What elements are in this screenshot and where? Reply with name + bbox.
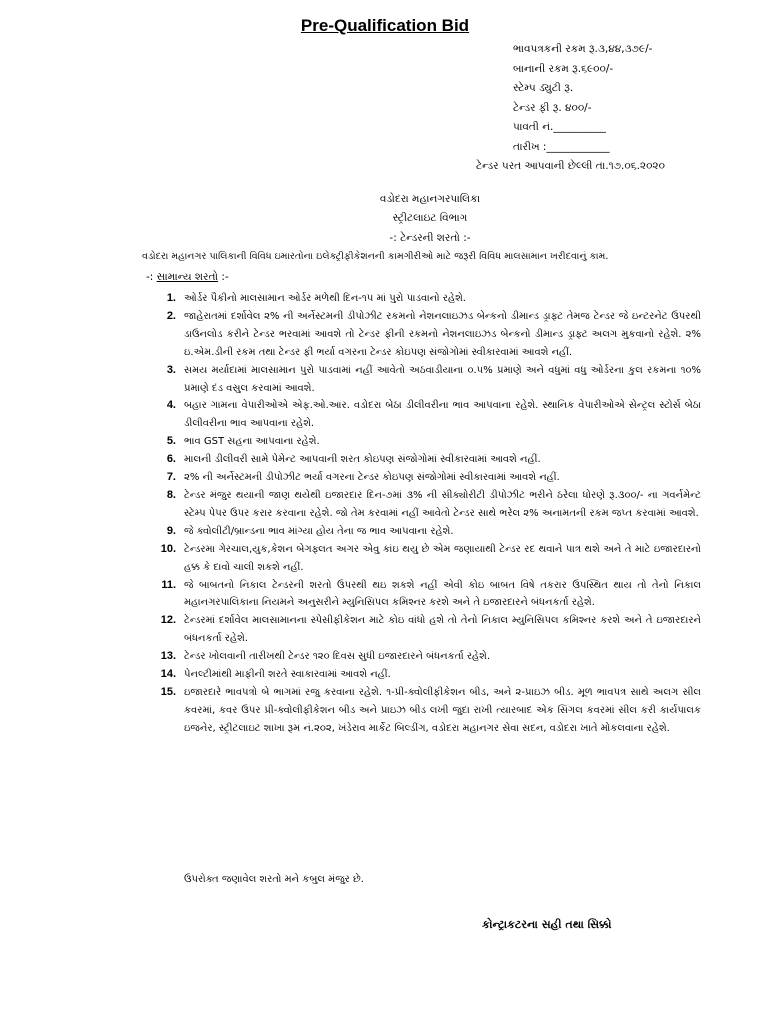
receipt-number: પાવતી નં.__________: [513, 121, 606, 134]
condition-item: [150, 433, 701, 451]
condition-text: ટેન્ડરમા ગેરચાલ,યુક,કેશન બેગફ્લત અગર એવુ કાંઇ થયુ છે એમ જણાયાથી ટેન્ડર રદ થવાને પાત્ર થશે અને તે માટે ઇજારદારનો હક્ક કે દાવો ચાલી શકશે નહીં.: [184, 543, 701, 573]
condition-item: [150, 648, 701, 666]
condition-item: [150, 684, 701, 738]
condition-item: [150, 523, 701, 541]
terms-heading: -: ટેન્ડરની શરતો :-: [389, 232, 471, 244]
receipt-date: તારીખ :____________: [513, 140, 610, 153]
general-conditions-heading: [146, 271, 229, 284]
condition-number: 11.: [161, 578, 176, 591]
condition-number: 2.: [166, 309, 176, 322]
earnest-money: બાનાની રકમ રૂ.૬૯૦૦/-: [513, 62, 614, 75]
conditions-list: [150, 290, 701, 738]
condition-number: 13.: [160, 650, 176, 663]
condition-text: ઇજારદારે ભાવપત્રો બે ભાગમાં રજુ કરવાના રહેશે. ૧-પ્રી-ક્વોલીફીકેશન બીડ, અને ૨-પ્રાઇઝ બીડ. મૂળ ભાવપત્ર સાથે અલગ સીલ કવરમાં, કવર ઉપર પ્રી-ક્વોલીફીકેશન બીડ અને પ્રાઇઝ બીડ લખી જુદા રાખી ત્યારબાદ એક સિંગલ કવરમાં સીલ કરી કાર્યપાલક ઇજનેર, સ્ટ્રીટલાઇટ શાખા રૂમ નં.૨૦૨, ખંડેરાવ માર્કેટ બિલ્ડીંગ, વડોદરા મહાનગર સેવા સદન, વડોદરા ખાતે મોકલવાના રહેશે.: [184, 686, 701, 734]
condition-number: 12.: [160, 614, 176, 627]
acceptance-statement: ઉપરોક્ત જણાવેલ શરતો મને કબુલ મંજુર છે.: [184, 874, 364, 885]
condition-text: માલની ડીલીવરી સામે પેમેન્ટ આપવાની શરત કોઇપણ સંજોગોમાં સ્વીકારવામાં આવશે નહીં.: [184, 454, 541, 466]
condition-item: [150, 451, 701, 469]
condition-number: 10.: [160, 542, 176, 555]
tender-fee: ટેન્ડર ફી રૂ. ૪૦૦/-: [513, 101, 592, 114]
condition-text: જે બાબતનો નિકાલ ટેન્ડરની શરતો ઉપરથી થઇ શકશે નહીં એવી કોઇ બાબત વિષે તકરાર ઉપસ્થિત થાય તો તેનો નિકાલ મહાનગરપાલિકાના નિયમને અનુસરીને મ્યુનિસિપલ કમિશ્નર કરશે અને તે ઇજારદારને બંધનકર્તા રહેશે.: [184, 579, 701, 609]
heading-text: સામાન્ય શરતો: [156, 271, 219, 283]
condition-number: 3.: [166, 363, 176, 376]
condition-item: [150, 397, 701, 433]
condition-number: 9.: [166, 524, 176, 537]
condition-item: [150, 469, 701, 487]
condition-item: [150, 577, 701, 613]
condition-text: બહાર ગામના વેપારીઓએ એફ.ઓ.આર. વડોદરા બેઠા ડીલીવરીના ભાવ આપવાના રહેશે. સ્થાનિક વેપારીઓએ સેન્ટ્રલ સ્ટોર્સ બેઠા ડીલીવરીના ભાવ આપવાના રહેશે.: [184, 400, 701, 430]
tender-meta-block: [513, 40, 652, 158]
condition-text: ટેન્ડરમાં દર્શાવેલ માલસામાનના સ્પેસીફીકેશન માટે કોઇ વાંધો હશે તો તેનો નિકાલ મ્યુનિસિપલ કમિશ્નર કરશે અને તે ઇજારદારને બંધનકર્તા રહેશે.: [184, 615, 701, 645]
condition-text: ઓર્ડર પૈકીનો માલસામાન ઓર્ડર મળેથી દિન-૧૫ માં પુરો પાડવાનો રહેશે.: [184, 293, 466, 304]
condition-number: 14.: [160, 668, 176, 681]
condition-text: જે ક્વોલીટી/બ્રાન્ડના ભાવ માંગ્યા હોય તેના જ ભાવ આપવાના રહેશે.: [184, 525, 454, 537]
condition-item: [150, 666, 701, 684]
condition-text: ટેન્ડર ખોલવાની તારીખથી ટેન્ડર ૧૨૦ દિવસ સુધી ઇજારદારને બંધનકર્તા રહેશે.: [184, 651, 491, 663]
condition-item: [150, 487, 701, 523]
condition-number: 4.: [166, 399, 176, 412]
condition-number: 15.: [160, 685, 176, 698]
stamp-duty: સ્ટેમ્પ ડ્યુટી રૂ.: [513, 82, 574, 95]
condition-number: 6.: [166, 453, 176, 466]
condition-text: ટેન્ડર મંજુર થયાની જાણ થયેથી ઇજારદાર દિન-૭માં ૩% ની સીક્યોરીટી ડીપોઝીટ ભરીને ઠરેલા ધોરણે રૂ.૩૦૦/- ના ગવર્નમેન્ટ સ્ટેમ્પ પેપર ઉપર કરાર કરવાના રહેશે. જો તેમ કરવામાં નહીં આવેતો ટેન્ડર સાથે ભરેલ ૨% અનામતની રકમ જપ્ત કરવામાં આવશે.: [184, 489, 701, 519]
page-title: Pre-Qualification Bid: [300, 16, 470, 35]
condition-number: 1.: [166, 292, 176, 304]
condition-item: [150, 612, 701, 648]
condition-text: ૨% ની અર્નેસ્ટમની ડીપોઝીટ ભર્યા વગરના ટેન્ડર કોઇપણ સંજોગોમાં સ્વીકારવામાં આવશે નહીં.: [184, 472, 560, 484]
condition-text: ભાવ GST સહના આપવાના રહેશે.: [184, 436, 320, 448]
contractor-signature-label: કોન્ટ્રાકટરના સહી તથા સિક્કો: [482, 918, 612, 931]
tender-amount: ભાવપત્રકની રકમ રૂ.૩,૪૪,૩૭૯/-: [513, 43, 653, 55]
condition-item: [150, 362, 701, 398]
condition-text: જાહેરાતમાં દર્શાવેલ ૨% ની અર્નેસ્ટમની ડીપોઝીટ રકમનો નેશનલાઇઝડ બેન્કનો ડીમાન્ડ ડ્રાફ્ટ તેમજ ટેન્ડર જે ઇન્ટરનેટ ઉપરથી ડાઉનલોડ કરીને ટેન્ડર ભરવામાં આવશે તો ટેન્ડર ફીની રકમનો નેશનલાઇઝડ બેન્કનો ડીમાન્ડ ડ્રાફ્ટ અલગ મુકવાનો રહેશે. ૨% ઇ.એમ.ડીની રકમ તથા ટેન્ડર ફી ભર્યા વગરના ટેન્ડર કોઇપણ સંજોગોમાં સ્વીકારવામાં આવશે નહીં.: [184, 310, 701, 358]
organization-name: વડોદરા મહાનગરપાલિકા: [379, 193, 481, 205]
condition-number: 8.: [166, 488, 176, 501]
work-description: વડોદરા મહાનગર પાલિકાની વિવિધ ઇમારતોના ઇલેક્ટ્રીફીકેશનની કામગીરીઓ માટે જરૂરી વિવિધ માલસામાન ખરીદવાનું કામ.: [142, 251, 609, 262]
condition-number: 5.: [166, 435, 176, 448]
condition-item: [150, 541, 701, 577]
submission-deadline: ટેન્ડર પરત આપવાની છેલ્લી તા.૧૭.૦૬.૨૦૨૦: [476, 160, 665, 172]
condition-item: [150, 290, 701, 308]
condition-text: સમય મર્યાદામાં માલસામાન પુરો પાડવામાં નહીં આવેતો અઠવાડીયાના ૦.૫% પ્રમાણે અને વધુમાં વધુ ઓર્ડરના કુલ રકમના ૧૦% પ્રમાણે દંડ વસુલ કરવામાં આવશે.: [184, 364, 701, 394]
condition-text: પેનલ્ટીમાંથી માફીની શરતે સ્વાકારવામાં આવશે નહીં.: [184, 669, 391, 681]
department-name: સ્ટ્રીટલાઇટ વિભાગ: [392, 212, 468, 224]
condition-number: 7.: [166, 471, 176, 484]
heading-prefix: -:: [146, 271, 157, 283]
heading-suffix: :-: [218, 271, 229, 283]
condition-item: [150, 308, 701, 362]
